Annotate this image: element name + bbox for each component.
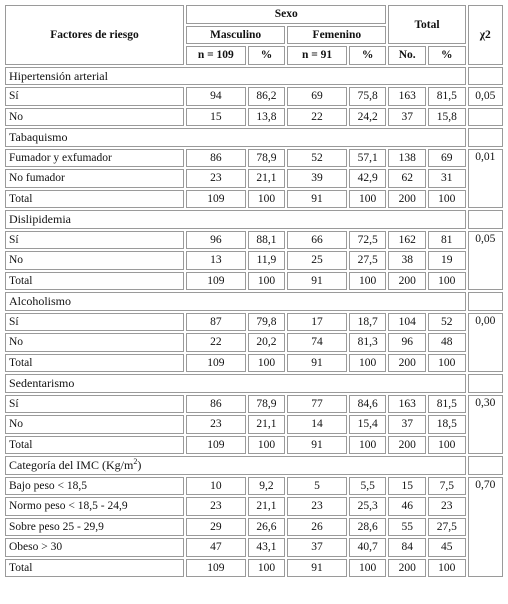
fem-pct: 72,5 xyxy=(349,231,387,250)
masc-n: 109 xyxy=(186,559,246,578)
masc-n: 109 xyxy=(186,272,246,291)
total-n: 163 xyxy=(388,87,426,106)
row-label: Total xyxy=(5,559,184,578)
masc-pct: 88,1 xyxy=(248,231,286,250)
row-label: Sí xyxy=(5,231,184,250)
sexo-header: Sexo xyxy=(186,5,386,24)
section-row xyxy=(5,292,503,311)
chi-value: 0,05 xyxy=(468,231,503,291)
fem-n: 37 xyxy=(287,538,347,557)
total-pct: 81,5 xyxy=(428,395,466,414)
masc-pct: 20,2 xyxy=(248,333,286,352)
section-imc xyxy=(5,456,466,475)
row-label: Sí xyxy=(5,395,184,414)
row-label: Obeso > 30 xyxy=(5,538,184,557)
table-row xyxy=(5,354,503,373)
total-n: 84 xyxy=(388,538,426,557)
fem-n: 17 xyxy=(287,313,347,332)
n-fem-header: n = 91 xyxy=(287,46,347,65)
masc-n: 86 xyxy=(186,395,246,414)
fem-pct: 100 xyxy=(349,354,387,373)
masc-pct: 9,2 xyxy=(248,477,286,496)
row-label: Total xyxy=(5,354,184,373)
fem-n: 25 xyxy=(287,251,347,270)
fem-n: 74 xyxy=(287,333,347,352)
section-row xyxy=(5,374,503,393)
total-n: 162 xyxy=(388,231,426,250)
masc-n: 22 xyxy=(186,333,246,352)
table-row xyxy=(5,87,503,106)
section-row xyxy=(5,67,503,86)
table-row xyxy=(5,251,503,270)
fem-n: 39 xyxy=(287,169,347,188)
row-label: Fumador y exfumador xyxy=(5,149,184,168)
fem-pct: 27,5 xyxy=(349,251,387,270)
masc-n: 109 xyxy=(186,190,246,209)
fem-n: 91 xyxy=(287,436,347,455)
risk-factors-table xyxy=(3,3,505,579)
total-pct: 18,5 xyxy=(428,415,466,434)
total-n: 138 xyxy=(388,149,426,168)
masc-n: 94 xyxy=(186,87,246,106)
masc-pct: 100 xyxy=(248,354,286,373)
fem-pct: 28,6 xyxy=(349,518,387,537)
no-total-header: No. xyxy=(388,46,426,65)
masc-n: 47 xyxy=(186,538,246,557)
row-label: No fumador xyxy=(5,169,184,188)
table-row xyxy=(5,149,503,168)
fem-n: 22 xyxy=(287,108,347,127)
fem-pct: 100 xyxy=(349,436,387,455)
masc-pct: 78,9 xyxy=(248,149,286,168)
total-n: 200 xyxy=(388,190,426,209)
table-row xyxy=(5,538,503,557)
table-row xyxy=(5,415,503,434)
masc-pct: 86,2 xyxy=(248,87,286,106)
table-row xyxy=(5,559,503,578)
chi-header: χ2 xyxy=(468,5,503,65)
masc-pct: 26,6 xyxy=(248,518,286,537)
table-row xyxy=(5,477,503,496)
factor-header: Factores de riesgo xyxy=(5,5,184,65)
masc-n: 109 xyxy=(186,354,246,373)
total-pct: 69 xyxy=(428,149,466,168)
chi-value: 0,70 xyxy=(468,477,503,578)
total-pct: 27,5 xyxy=(428,518,466,537)
masc-pct: 100 xyxy=(248,559,286,578)
fem-n: 23 xyxy=(287,497,347,516)
fem-pct: 24,2 xyxy=(349,108,387,127)
total-n: 62 xyxy=(388,169,426,188)
fem-pct: 5,5 xyxy=(349,477,387,496)
masc-n: 29 xyxy=(186,518,246,537)
fem-pct: 100 xyxy=(349,272,387,291)
total-pct: 100 xyxy=(428,436,466,455)
section-imc-close: ) xyxy=(137,458,142,473)
fem-n: 5 xyxy=(287,477,347,496)
table-row xyxy=(5,272,503,291)
chi-value: 0,00 xyxy=(468,313,503,373)
total-n: 37 xyxy=(388,108,426,127)
total-n: 200 xyxy=(388,354,426,373)
masc-pct: 43,1 xyxy=(248,538,286,557)
total-pct: 100 xyxy=(428,190,466,209)
row-label: Normo peso < 18,5 - 24,9 xyxy=(5,497,184,516)
masc-n: 109 xyxy=(186,436,246,455)
fem-n: 77 xyxy=(287,395,347,414)
row-label: Total xyxy=(5,272,184,291)
table-row xyxy=(5,169,503,188)
total-pct: 48 xyxy=(428,333,466,352)
total-header: Total xyxy=(388,5,465,44)
fem-n: 69 xyxy=(287,87,347,106)
total-n: 15 xyxy=(388,477,426,496)
masc-pct: 21,1 xyxy=(248,497,286,516)
masc-pct: 21,1 xyxy=(248,415,286,434)
pct-total-header: % xyxy=(428,46,466,65)
table-row xyxy=(5,313,503,332)
masculino-header: Masculino xyxy=(186,26,285,45)
fem-pct: 42,9 xyxy=(349,169,387,188)
total-pct: 23 xyxy=(428,497,466,516)
table-row xyxy=(5,497,503,516)
section-row xyxy=(5,210,503,229)
masc-n: 96 xyxy=(186,231,246,250)
total-n: 96 xyxy=(388,333,426,352)
total-pct: 15,8 xyxy=(428,108,466,127)
pct-masc-header: % xyxy=(248,46,286,65)
row-label: Total xyxy=(5,436,184,455)
section-hta: Hipertensión arterial xyxy=(5,67,466,86)
fem-pct: 57,1 xyxy=(349,149,387,168)
fem-pct: 15,4 xyxy=(349,415,387,434)
pct-fem-header: % xyxy=(349,46,387,65)
total-n: 200 xyxy=(388,436,426,455)
total-pct: 100 xyxy=(428,354,466,373)
total-pct: 7,5 xyxy=(428,477,466,496)
masc-n: 13 xyxy=(186,251,246,270)
femenino-header: Femenino xyxy=(287,26,386,45)
fem-pct: 100 xyxy=(349,190,387,209)
masc-pct: 21,1 xyxy=(248,169,286,188)
row-label: No xyxy=(5,333,184,352)
chi-value: 0,01 xyxy=(468,149,503,209)
masc-n: 23 xyxy=(186,169,246,188)
fem-pct: 18,7 xyxy=(349,313,387,332)
total-n: 37 xyxy=(388,415,426,434)
total-n: 46 xyxy=(388,497,426,516)
total-pct: 31 xyxy=(428,169,466,188)
total-pct: 81,5 xyxy=(428,87,466,106)
chi-value: 0,30 xyxy=(468,395,503,455)
table-row xyxy=(5,190,503,209)
total-pct: 100 xyxy=(428,559,466,578)
total-pct: 52 xyxy=(428,313,466,332)
masc-n: 10 xyxy=(186,477,246,496)
total-n: 55 xyxy=(388,518,426,537)
fem-n: 26 xyxy=(287,518,347,537)
total-n: 200 xyxy=(388,559,426,578)
masc-n: 87 xyxy=(186,313,246,332)
total-n: 200 xyxy=(388,272,426,291)
row-label: Sí xyxy=(5,313,184,332)
masc-pct: 100 xyxy=(248,272,286,291)
fem-pct: 81,3 xyxy=(349,333,387,352)
fem-pct: 100 xyxy=(349,559,387,578)
section-tabaquismo: Tabaquismo xyxy=(5,128,466,147)
total-n: 38 xyxy=(388,251,426,270)
table-row xyxy=(5,395,503,414)
masc-n: 23 xyxy=(186,415,246,434)
fem-n: 91 xyxy=(287,190,347,209)
n-masc-header: n = 109 xyxy=(186,46,246,65)
total-n: 163 xyxy=(388,395,426,414)
fem-pct: 40,7 xyxy=(349,538,387,557)
masc-pct: 13,8 xyxy=(248,108,286,127)
table-row xyxy=(5,333,503,352)
section-alcoholismo: Alcoholismo xyxy=(5,292,466,311)
total-pct: 81 xyxy=(428,231,466,250)
masc-pct: 100 xyxy=(248,190,286,209)
table-row xyxy=(5,231,503,250)
section-row xyxy=(5,128,503,147)
row-label: No xyxy=(5,108,184,127)
row-label: No xyxy=(5,251,184,270)
chi-value: 0,05 xyxy=(468,87,503,106)
fem-n: 91 xyxy=(287,272,347,291)
section-imc-text: Categoría del IMC (Kg/m xyxy=(9,458,134,473)
masc-pct: 79,8 xyxy=(248,313,286,332)
row-label: Total xyxy=(5,190,184,209)
chi-value xyxy=(468,108,503,127)
section-imc-sup: 2 xyxy=(133,457,138,467)
fem-pct: 25,3 xyxy=(349,497,387,516)
table-row xyxy=(5,518,503,537)
section-row xyxy=(5,456,503,475)
fem-n: 14 xyxy=(287,415,347,434)
total-pct: 45 xyxy=(428,538,466,557)
row-label: Sobre peso 25 - 29,9 xyxy=(5,518,184,537)
table-row xyxy=(5,436,503,455)
total-n: 104 xyxy=(388,313,426,332)
fem-n: 66 xyxy=(287,231,347,250)
table-row xyxy=(5,108,503,127)
row-label: Bajo peso < 18,5 xyxy=(5,477,184,496)
fem-n: 52 xyxy=(287,149,347,168)
row-label: No xyxy=(5,415,184,434)
row-label: Sí xyxy=(5,87,184,106)
fem-n: 91 xyxy=(287,559,347,578)
section-dislipidemia: Dislipidemia xyxy=(5,210,466,229)
section-sedentarismo: Sedentarismo xyxy=(5,374,466,393)
masc-pct: 11,9 xyxy=(248,251,286,270)
masc-n: 86 xyxy=(186,149,246,168)
fem-pct: 84,6 xyxy=(349,395,387,414)
fem-n: 91 xyxy=(287,354,347,373)
fem-pct: 75,8 xyxy=(349,87,387,106)
masc-n: 23 xyxy=(186,497,246,516)
masc-pct: 78,9 xyxy=(248,395,286,414)
masc-pct: 100 xyxy=(248,436,286,455)
header-row-1 xyxy=(5,5,503,24)
total-pct: 100 xyxy=(428,272,466,291)
total-pct: 19 xyxy=(428,251,466,270)
masc-n: 15 xyxy=(186,108,246,127)
